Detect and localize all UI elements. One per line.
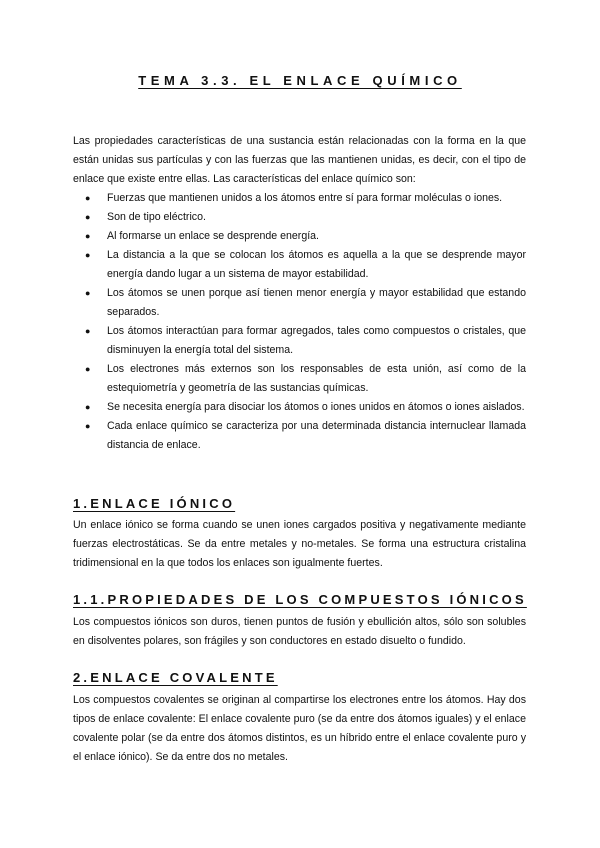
- section-heading-covalent-bond: 2.ENLACE COVALENTE: [73, 670, 278, 685]
- bullet-icon: ●: [85, 193, 91, 203]
- section-body-covalent-bond: [73, 691, 526, 767]
- list-item: ● La distancia a la que se colocan los átomos es aquella a la que se desprende mayor energía dando lugar a un sistema de mayor estabilidad.: [73, 246, 526, 284]
- bullet-icon: ●: [85, 326, 91, 336]
- list-item: ● Se necesita energía para disociar los átomos o iones unidos en átomos o iones aislados.: [73, 398, 526, 417]
- section-paragraph: Los compuestos covalentes se originan al compartirse los electrones entre los átomos. Hay dos tipos de enlace covalente: El enlace covalente puro (se da entre dos átomos iguales) y el enlace covalente polar (se da entre dos átomos distintos, es un híbrido entre el enlace covalente puro y el enlace iónico). Se da entre dos no metales.: [73, 694, 526, 763]
- list-item: ● Son de tipo eléctrico.: [73, 208, 526, 227]
- list-item: ● Fuerzas que mantienen unidos a los átomos entre sí para formar moléculas o iones.: [73, 189, 526, 208]
- section-heading-ionic-bond: 1.ENLACE IÓNICO: [73, 496, 236, 511]
- intro-block: [73, 132, 526, 455]
- intro-paragraph: Las propiedades características de una sustancia están relacionadas con la forma en la que están unidas sus partículas y con las fuerzas que las mantienen unidas, es decir, con el tipo de enlace que existe entre ellas. Las características del enlace químico son:: [73, 135, 526, 185]
- section-body-ionic-properties: [73, 613, 526, 651]
- list-item: ● Cada enlace químico se caracteriza por una determinada distancia internuclear llamada distancia de enlace.: [73, 417, 526, 455]
- page-title: TEMA 3.3. EL ENLACE QUÍMICO: [138, 73, 462, 88]
- section-paragraph: Un enlace iónico se forma cuando se unen iones cargados positiva y negativamente mediante fuerzas electrostáticas. Se da entre metales y no-metales. Se forma una estructura cristalina tridimensional en la que todos los enlaces son igualmente fuertes.: [73, 519, 526, 569]
- bullet-icon: ●: [85, 231, 91, 241]
- bullet-icon: ●: [85, 212, 91, 222]
- section-heading-ionic-properties: 1.1.PROPIEDADES DE LOS COMPUESTOS IÓNICOS: [73, 592, 527, 607]
- bullet-icon: ●: [85, 421, 91, 431]
- list-item: ● Al formarse un enlace se desprende energía.: [73, 227, 526, 246]
- list-item: ● Los átomos interactúan para formar agregados, tales como compuestos o cristales, que disminuyen la energía total del sistema.: [73, 322, 526, 360]
- bullet-icon: ●: [85, 364, 91, 374]
- list-item: ● Los átomos se unen porque así tienen menor energía y mayor estabilidad que estando separados.: [73, 284, 526, 322]
- section-body-ionic-bond: [73, 516, 526, 573]
- list-item: ● Los electrones más externos son los responsables de esta unión, así como de la estequiometría y geometría de las sustancias químicas.: [73, 360, 526, 398]
- characteristics-list: [73, 189, 526, 455]
- section-paragraph: Los compuestos iónicos son duros, tienen puntos de fusión y ebullición altos, sólo son solubles en disolventes polares, son frágiles y son conductores en estado disuelto o fundido.: [73, 616, 526, 647]
- bullet-icon: ●: [85, 288, 91, 298]
- bullet-icon: ●: [85, 402, 91, 412]
- bullet-icon: ●: [85, 250, 91, 260]
